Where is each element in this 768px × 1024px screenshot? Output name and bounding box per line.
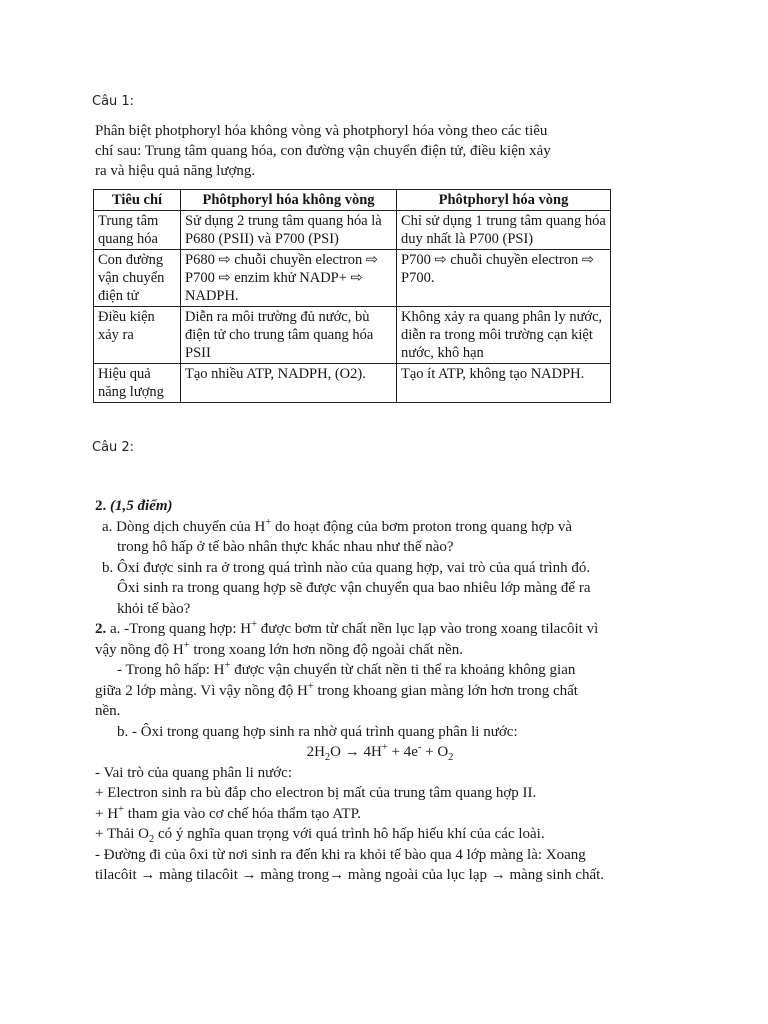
text: trong khoang gian màng lớn hơn trong chất nền.: [95, 682, 578, 719]
table-header-row: [94, 190, 611, 211]
text: O → 4H: [330, 744, 382, 760]
answer-number: 2.: [95, 621, 107, 637]
text: a. Dòng dịch chuyển của H: [102, 518, 266, 535]
question-part-a: a. Dòng dịch chuyển của H+ do hoạt động của bơm proton trong quang hợp và trong hô hấp ở tế bào nhân thực khác nhau như thế nào?: [102, 516, 573, 555]
photolysis-equation: [95, 742, 605, 763]
table-cell-criterion: Điều kiện xảy ra: [94, 307, 181, 364]
role-item: + H+ tham gia vào cơ chế hóa thẩm tạo ATP.: [95, 803, 362, 822]
text: 2: [448, 752, 454, 763]
text: trong xoang lớn hơn nồng độ ngoài chất nền.: [189, 641, 463, 658]
table-header: Phôtphoryl hóa vòng: [397, 190, 611, 211]
table-cell-cyclic: Chỉ sử dụng 1 trung tâm quang hóa duy nhất là P700 (PSI): [397, 211, 611, 250]
text: + 4e: [387, 744, 418, 760]
table-cell-criterion: Trung tâm quang hóa: [94, 211, 181, 250]
table-cell-noncyclic: P680 ⇨ chuỗi chuyền electron ⇨ P700 ⇨ enzim khử NADP+ ⇨ NADPH.: [181, 250, 397, 307]
question-1-label: Câu 1:: [92, 94, 135, 109]
question-2-heading: [95, 496, 605, 517]
answer-part-a-respiration: - Trong hô hấp: H+ được vận chuyển từ chất nền ti thể ra khoảng không gian giữa 2 lớp màng. Vì vậy nồng độ H+ trong khoang gian màng lớn hơn trong chất nền.: [95, 660, 578, 719]
text: -: [417, 742, 422, 753]
question-2-label: Câu 2:: [92, 440, 135, 455]
text: a. -Trong quang hợp: H: [106, 621, 252, 637]
table-cell-cyclic: Không xảy ra quang phân ly nước, diễn ra trong môi trường cạn kiệt nước, khô hạn: [397, 307, 611, 364]
table-cell-cyclic: P700 ⇨ chuỗi chuyền electron ⇨ P700.: [397, 250, 611, 307]
comparison-table: [93, 189, 611, 403]
text: + O: [421, 744, 449, 760]
text: + Thải O: [95, 826, 150, 842]
text: do hoạt động của bơm proton trong quang hợp và trong hô hấp ở tế bào nhân thực khác nhau như thế nào?: [117, 518, 573, 555]
text: - Trong hô hấp: H: [117, 662, 225, 678]
answer-part-a: 2. a. -Trong quang hợp: H+ được bơm từ chất nền lục lạp vào trong xoang tilacôit vì vậy nồng độ H+ trong xoang lớn hơn nồng độ ngoài chất nền.: [95, 619, 599, 658]
table-cell-cyclic: Tạo ít ATP, không tạo NADPH.: [397, 364, 611, 403]
oxygen-path: - Đường đi của ôxi từ nơi sinh ra đến khi ra khỏi tế bào qua 4 lớp màng là: Xoang tilacôit → màng tilacôit → màng trong→ màng ngoài của lục lạp → màng sinh chất.: [95, 846, 605, 883]
text: 2: [324, 752, 331, 763]
role-heading: - Vai trò của quang phân li nước:: [95, 764, 292, 781]
role-item: + Thải $O_2$ có ý nghĩa quan trọng với quá trình hô hấp hiếu khí của các loài.: [95, 826, 545, 845]
answer-part-b: b. - Ôxi trong quang hợp sinh ra nhờ quá trình quang phân li nước:: [117, 723, 518, 740]
table-header: Phôtphoryl hóa không vòng: [181, 190, 397, 211]
table-cell-noncyclic: Tạo nhiều ATP, NADPH, (O2).: [181, 364, 397, 403]
text: + H: [95, 805, 119, 822]
question-2-block: [95, 496, 605, 886]
table-row: [94, 364, 611, 403]
text: được vận chuyển từ chất nền ti thể ra khoảng không gian giữa 2 lớp màng. Vì vậy nồng độ H: [95, 662, 576, 699]
table-row: [94, 250, 611, 307]
text: tham gia vào cơ chế hóa thẩm tạo ATP.: [123, 805, 362, 822]
table-cell-noncyclic: Sử dụng 2 trung tâm quang hóa là P680 (PSII) và P700 (PSI): [181, 211, 397, 250]
text: +: [381, 742, 388, 753]
role-item: + Electron sinh ra bù đắp cho electron bị mất của trung tâm quang hợp II.: [95, 785, 537, 801]
text: 2H: [306, 744, 325, 760]
table-row: [94, 307, 611, 364]
table-header: Tiêu chí: [94, 190, 181, 211]
table-cell-criterion: Hiệu quả năng lượng: [94, 364, 181, 403]
text: có ý nghĩa quan trọng với quá trình hô hấp hiếu khí của các loài.: [154, 826, 545, 842]
question-number: 2.: [95, 498, 107, 514]
question-part-b: b. Ôxi được sinh ra ở trong quá trình nào của quang hợp, vai trò của quá trình đó. Ôxi sinh ra trong quang hợp sẽ được vận chuyển qua bao nhiêu lớp màng để ra khỏi tế bào?: [102, 559, 591, 617]
text: được bơm từ chất nền lục lạp vào trong xoang tilacôit vì vậy nồng độ H: [95, 621, 599, 658]
question-1-prompt: Phân biệt photphoryl hóa không vòng và photphoryl hóa vòng theo các tiêu chí sau: Trung tâm quang hóa, con đường vận chuyển điện tử, điều kiện xảy ra và hiệu quả năng lượng.: [95, 123, 551, 179]
table-row: [94, 211, 611, 250]
table-cell-criterion: Con đường vận chuyển điện tử: [94, 250, 181, 307]
points-label: (1,5 điểm): [110, 498, 173, 514]
table-cell-noncyclic: Diễn ra môi trường đủ nước, bù điện tử cho trung tâm quang hóa PSII: [181, 307, 397, 364]
